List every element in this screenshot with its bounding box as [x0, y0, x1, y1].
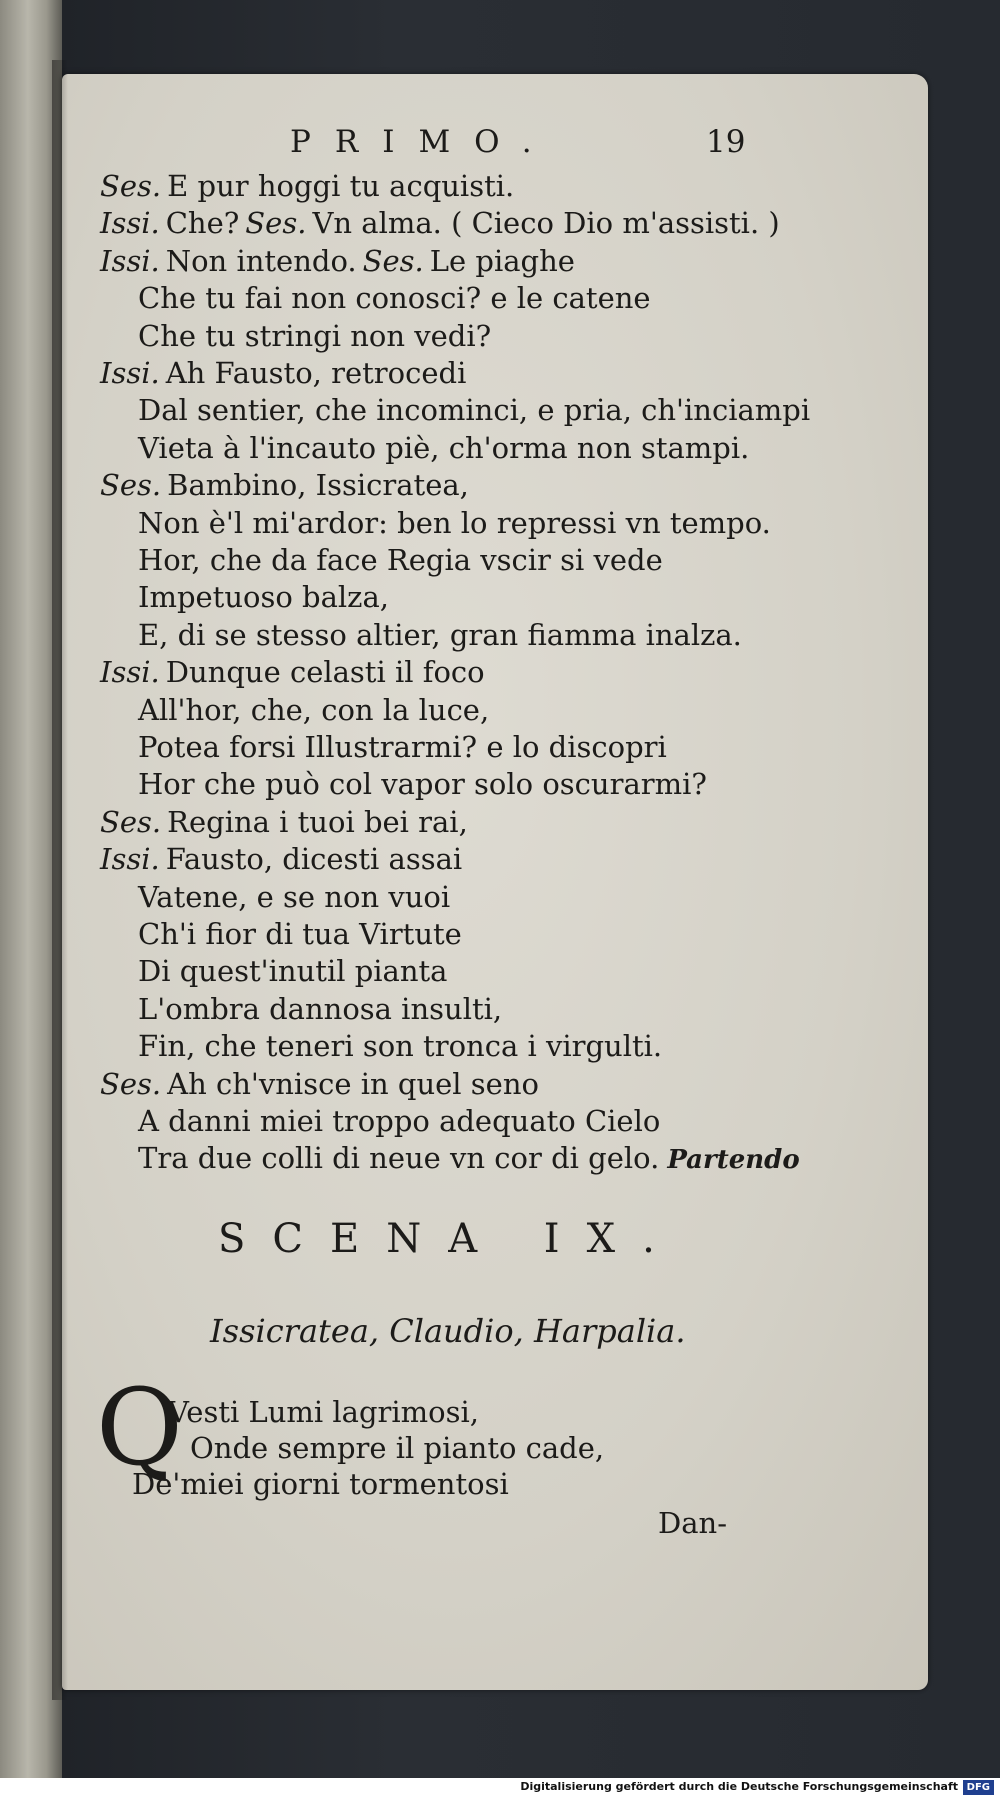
speaker-label: Issi. — [100, 655, 160, 689]
verse-text: Che tu fai non conosci? e le catene — [138, 281, 651, 315]
speaker-label: Ses. — [362, 244, 424, 278]
verse-line — [138, 392, 810, 428]
verse-text: Di quest'inutil pianta — [138, 954, 448, 988]
verse-text: Regina i tuoi bei rai, — [167, 805, 468, 839]
verse-text: Che tu stringi non vedi? — [138, 319, 492, 353]
verse-line — [138, 1103, 660, 1139]
verse-line — [100, 467, 469, 503]
verse-line — [138, 617, 742, 653]
verse-text: Bambino, Issicratea, — [167, 468, 469, 502]
verse-text: Le piaghe — [429, 244, 575, 278]
verse-line — [138, 879, 450, 915]
verse-line — [100, 841, 462, 877]
verse-line — [138, 766, 707, 802]
running-head: PRIMO. — [290, 124, 556, 160]
verse-line — [100, 243, 575, 279]
verse-line — [138, 692, 489, 728]
verse-text: Vatene, e se non vuoi — [138, 880, 451, 914]
verse-line — [138, 1028, 662, 1064]
verse-text: Ah Fausto, retrocedi — [165, 356, 467, 390]
speaker-label: Ses. — [100, 169, 162, 203]
verse-text: Dunque celasti il foco — [165, 655, 485, 689]
verse-line — [100, 654, 485, 690]
verse-line — [100, 804, 468, 840]
speaker-label: Issi. — [100, 356, 160, 390]
verse-line — [138, 318, 491, 354]
footer-credit: Digitalisierung gefördert durch die Deutsche Forschungsgemeinschaft — [520, 1780, 958, 1793]
verse-text: Hor, che da face Regia vscir si vede — [138, 543, 663, 577]
verse-text: Non è'l mi'ardor: ben lo repressi vn tempo. — [138, 506, 771, 540]
verse-text: Impetuoso balza, — [138, 580, 389, 614]
verse-line — [138, 505, 771, 541]
verse-text: Vieta à l'incauto piè, ch'orma non stampi. — [138, 431, 750, 465]
speaker-label: Ses. — [100, 1067, 162, 1101]
verse-text: L'ombra dannosa insulti, — [138, 992, 503, 1026]
verse-line — [138, 542, 663, 578]
verse-line — [100, 168, 514, 204]
verse-text: All'hor, che, con la luce, — [138, 693, 490, 727]
verse-line — [100, 355, 466, 391]
verse-line — [138, 430, 749, 466]
catchword: Dan- — [658, 1506, 728, 1540]
verse-text: Fin, che teneri son tronca i virgulti. — [138, 1029, 663, 1063]
verse-text: Dal sentier, che incominci, e pria, ch'inciampi — [138, 393, 811, 427]
verse-line — [100, 205, 780, 241]
verse-text: Hor che può col vapor solo oscurarmi? — [138, 767, 707, 801]
speaker-label: Ses. — [100, 468, 162, 502]
verse-text: E, di se stesso altier, gran fiamma inalza. — [138, 618, 742, 652]
verse-line — [138, 280, 651, 316]
footer-bar — [0, 1778, 1000, 1798]
verse-line — [138, 953, 447, 989]
verse-line — [100, 1066, 539, 1102]
drop-cap: Q — [96, 1366, 183, 1489]
dfg-logo: DFG — [963, 1780, 994, 1795]
scene-line-3: De'miei giorni tormentosi — [132, 1467, 509, 1501]
cast-list: Issicratea, Claudio, Harpalia. — [210, 1312, 686, 1350]
verse-line — [138, 916, 462, 952]
scene-title: SCENA IX. — [218, 1216, 682, 1262]
verse-text: Vn alma. ( Cieco Dio m'assisti. ) — [312, 206, 780, 240]
speaker-label: Issi. — [100, 206, 160, 240]
verse-text: E pur hoggi tu acquisti. — [167, 169, 515, 203]
stage-direction: Partendo — [667, 1145, 800, 1175]
speaker-label: Ses. — [100, 805, 162, 839]
speaker-label: Issi. — [100, 842, 160, 876]
verse-text: Potea forsi Illustrarmi? e lo discopri — [138, 730, 667, 764]
verse-line — [138, 579, 389, 615]
verse-text: Ah ch'vnisce in quel seno — [167, 1067, 539, 1101]
verse-text: Tra due colli di neue vn cor di gelo. — [138, 1141, 660, 1175]
verse-text: Ch'i fior di tua Virtute — [138, 917, 462, 951]
speaker-label: Issi. — [100, 244, 160, 278]
verse-line — [138, 729, 667, 765]
verse-line — [138, 991, 502, 1027]
page-number: 19 — [706, 124, 746, 160]
verse-text: Fausto, dicesti assai — [165, 842, 463, 876]
verse-line — [138, 1140, 800, 1178]
verse-text: A danni miei troppo adequato Cielo — [138, 1104, 661, 1138]
verse-text: Che? — [165, 206, 240, 240]
scene-line-2: Onde sempre il pianto cade, — [190, 1431, 605, 1465]
scene-line-1: Vesti Lumi lagrimosi, — [168, 1395, 479, 1429]
verse-text: Non intendo. — [165, 244, 357, 278]
speaker-label: Ses. — [245, 206, 307, 240]
